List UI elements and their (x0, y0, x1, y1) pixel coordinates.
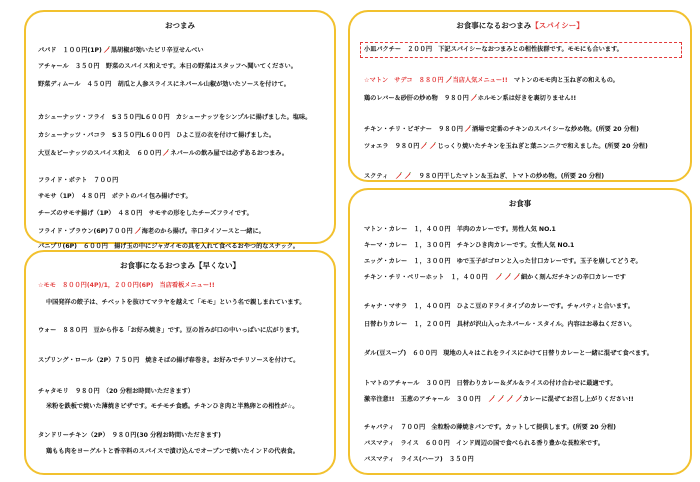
menu-item-small-coriander: 小皿パクチー ２００円 下記スパイシーなおつまみとの相性抜群です。モモにも合います。 (364, 46, 623, 53)
menu-item-daily-curry: 日替わりカレー １，２００円 具材が沢山入ったネパール・スタイル。内容はお尋ねください。 (364, 321, 636, 328)
panel-title: お食事になるおつまみ【スパイシー】 (456, 21, 584, 30)
menu-item-cashew-pakora: カシューナッツ・パコラ S３５０円L６００円 ひよこ豆の衣を付けて揚げました。 (38, 132, 276, 139)
chili-pepper-icon (404, 172, 411, 179)
menu-item-basmati-rice-half: バスマティ ライス(ハーフ) ３５０円 (364, 456, 474, 463)
chili-pepper-icon (429, 142, 436, 149)
menu-item-chana-masala: チャナ・マサラ １，４００円 ひよこ豆のドライタイプのカレーです。チャパティと合います。 (364, 303, 634, 310)
menu-item-fried-brown: フライド・ブラウン(6P)７００円 海老のから揚げ。辛口タイソースと一緒に。 (38, 228, 265, 235)
panel-title: お食事になるおつまみ【早くない】 (120, 261, 240, 270)
menu-item-chicken-chili-very-hot: チキン・チリ・ペリーホット １，４００円 細かく刻んだチキンの辛口カレーです (364, 274, 626, 281)
menu-item-sukuti: スクティ ９８０円干したマトン＆玉ねぎ、トマトの炒め物。(所要 20 分程) (364, 173, 605, 180)
menu-item-mutton-curry: マトン・カレー １，４００円 羊肉のカレーです。男性人気 NO.1 (364, 226, 556, 233)
menu-item-spring-roll: スプリング・ロール（2P）７５０円 焼きそばの揚げ春巻き。お好みでチリソースを付けて。 (38, 357, 300, 364)
menu-item-achar: アチャール ３５０円 野菜のスパイス和えです。本日の野菜はスタッフへ聞いてください。 (38, 63, 297, 70)
menu-item-panipuri: パニプリ(6P) ６００円 揚げ玉の中にジャガイモの具を入れて食べるおやつ的なスナック。 (38, 243, 299, 250)
menu-item-choila: ツォエラ ９８０円 じっくり焼いたチキンを玉ねぎと葉ニンニクで和えました。(所要 20 分程) (364, 143, 648, 150)
menu-item-onion-achar: 激辛注意!! 玉葱のアチャール ３００円 カレーに混ぜてお召し上がりください!! (364, 396, 634, 403)
menu-item-papad: パパド １００円(1P) 黒胡椒が効いたピリ辛豆せんべい (38, 47, 204, 54)
menu-item-momo-note: 中国発祥の餃子は、チベットを抜けてマラヤを越えて「モモ」という名で親しまれています。 (46, 299, 306, 306)
chili-pepper-icon (497, 395, 504, 402)
panel-title: お食事 (508, 199, 532, 208)
chili-pepper-icon (445, 76, 452, 83)
menu-item-chicken-liver: 鶏のレバー＆砂肝の炒め物 ９８０円 ホルモン系は好きを裏切りません!! (364, 95, 577, 102)
chili-pepper-icon (420, 142, 427, 149)
chili-pepper-icon (515, 395, 522, 402)
meal-snacks-spicy-panel (348, 10, 692, 182)
chili-pepper-icon (134, 227, 141, 234)
menu-item-basmati-rice: バスマティ ライス ６００円 インド周辺の国で食べられる香り豊かな長粒米です。 (364, 440, 604, 447)
menu-item-cheese-samosa: チーズのサモサ揚げ（1P） ４８０円 サモサの形をしたチーズフライです。 (38, 210, 253, 217)
chili-pepper-icon (506, 395, 513, 402)
menu-item-tandoori: タンドリーチキン（2P） ９８０円(30 分程お時間いただきます) (38, 432, 221, 439)
menu-item-fried-potato: フライド・ポテト ７００円 (38, 177, 119, 184)
menu-item-dal: ダル(豆スープ) ６００円 現地の人々はこれをライスにかけて日替りカレーと一緒に混ぜて食べます。 (364, 350, 653, 357)
otsumami-panel (24, 10, 336, 250)
menu-item-chatamari-note: 米粉を鉄板で焼いた薄焼きピザです。モチモチ食感。チキンひき肉と半熟卵との相性が☆。 (46, 403, 299, 410)
chili-pepper-icon (504, 273, 511, 280)
panel-title: おつまみ (165, 21, 195, 30)
menu-item-soy-peanut: 大豆＆ピーナッツのスパイス和え ６００円 ネパールの飲み屋では必ずあるおつまみ。 (38, 150, 289, 157)
chili-pepper-icon (162, 149, 169, 156)
menu-item-momo: ☆モモ ８００円(4P)/1，２００円(6P) 当店看板メニュー!! (38, 282, 215, 289)
chili-pepper-icon (470, 94, 477, 101)
menu-item-tandoori-note: 鶏もも肉をヨーグルトと香辛料のスパイスで漬け込んでオーブンで焼いたインドの代表食。 (46, 448, 299, 455)
menu-item-wo: ウォー ８８０円 豆から作る「お好み焼き」です。豆の旨みが口の中いっぱいに広がります。 (38, 327, 303, 334)
chili-pepper-icon (488, 395, 495, 402)
menu-item-keema-curry: キーマ・カレー １，３００円 チキンひき肉カレーです。女性人気 NO.1 (364, 242, 575, 249)
menu-item-cashew-fry: カシューナッツ・フライ S３５０円L６００円 カシューナッツをシンプルに揚げました。塩味。 (38, 114, 312, 121)
menu-item-chicken-chili: チキン・チリ・ビギナー ９８０円 酒場で定番のチキンのスパイシーな炒め物。(所要 20 分程) (364, 126, 639, 133)
chili-pepper-icon (103, 46, 110, 53)
chili-pepper-icon (495, 273, 502, 280)
menu-item-chatamari: チャタモリ ９８０円 （20 分程お時間いただきます） (38, 388, 194, 395)
meal-snacks-not-fast-panel (24, 250, 336, 475)
chili-pepper-icon (464, 125, 471, 132)
menu-item-vegetable-dimur: 野菜ディムール ４５０円 胡瓜と人参スライスにネパール山椒が効いたソースを付けて。 (38, 81, 290, 88)
menu-item-mutton-sadeko: ☆マトン サデコ ８８０円 当店人気メニュー!! マトンのモモ肉と玉ねぎの和えもの。 (364, 77, 619, 84)
menu-item-egg-curry: エッグ・カレー １，３００円 ゆで玉子がゴロンと入った甘口カレーです。玉子を崩してどうぞ。 (364, 258, 642, 265)
menu-item-chapati: チャパティ ７００円 全粒粉の薄焼きパンです。カットして提供します。(所要 20 分程) (364, 424, 616, 431)
chili-pepper-icon (513, 273, 520, 280)
menu-item-tomato-achar: トマトのアチャール ３００円 日替わりカレー＆ダル＆ライスの付け合わせに最適です。 (364, 380, 617, 387)
chili-pepper-icon (395, 172, 402, 179)
menu-item-samosa: サモサ（1P） ４８０円 ポテトのパイ包み揚げです。 (38, 193, 192, 200)
meals-panel (348, 188, 692, 475)
